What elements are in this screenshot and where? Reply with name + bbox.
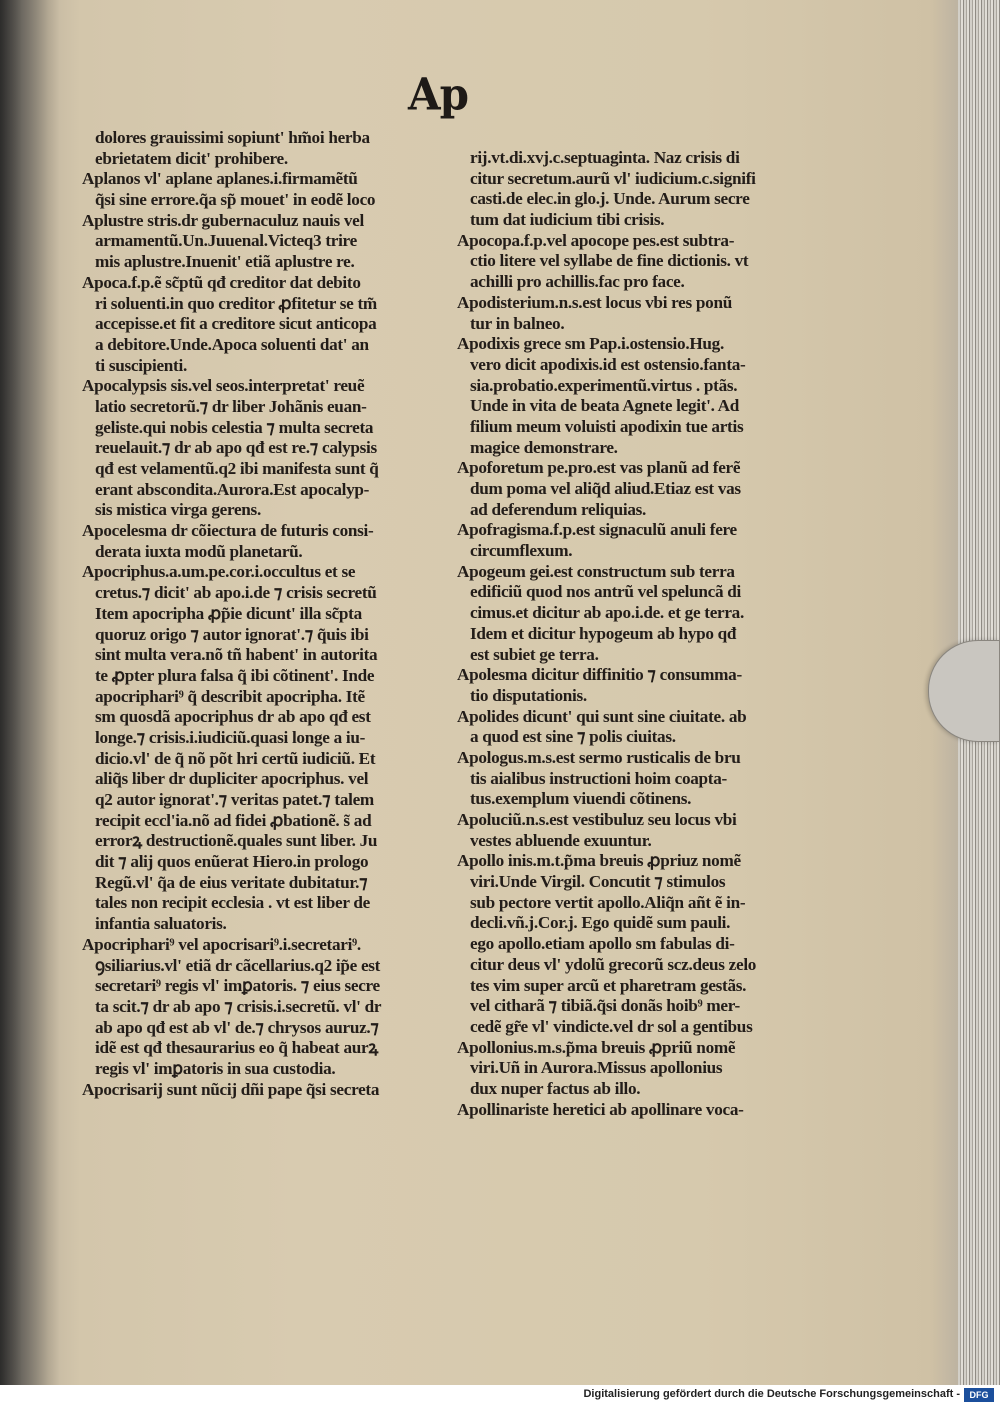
entry-line: Apodixis grece sm Pap.i.ostensio.Hug. — [457, 334, 724, 354]
entry-line: Apofragisma.f.p.est signaculũ anuli fere — [457, 520, 737, 540]
text-line: a debitore.Unde.Apoca soluenti dat' an — [95, 334, 369, 354]
text-line: armamentũ.Un.Juuenal.Victeq3 trire — [95, 231, 357, 251]
text-line: tus.exemplum viuendi cõtinens. — [470, 789, 692, 809]
text-line: apocriphari⁹ q̃ describit apocripha. Itẽ — [95, 686, 365, 706]
text-line: casti.de elec.in glo.j. Unde. Aurum secre — [470, 189, 750, 209]
text-line: quoruz origo ⁊ autor ignorat'.⁊ q̃uis ibi — [95, 624, 369, 644]
text-line: secretari⁹ regis vl' imꝑatoris. ⁊ eius secre — [95, 976, 380, 996]
text-line: viri.Uñ in Aurora.Missus apollonius — [470, 1058, 723, 1078]
entry-line: Apocriphari⁹ vel apocrisari⁹.i.secretari⁹. — [82, 934, 361, 954]
running-head: Ap — [408, 68, 468, 121]
text-line: citur deus vl' ydolũ grecorũ scz.deus zelo — [470, 954, 757, 974]
text-line: q̃si sine errore.q̃a sp̃ mouet' in eodẽ loco — [95, 190, 376, 210]
text-line: longe.⁊ crisis.i.iudiciũ.quasi longe a iu- — [95, 727, 366, 747]
text-line: Item apocripha ꝓp̃ie dicunt' illa sc̃pta — [95, 603, 362, 623]
text-line: ego apollo.etiam apollo sm fabulas di- — [470, 934, 735, 954]
text-line: filium meum voluisti apodixin tue artis — [470, 416, 744, 436]
text-line: cretus.⁊ dicit' ab apo.i.de ⁊ crisis secretũ — [95, 583, 377, 603]
entry-line: Apoca.f.p.ẽ sc̃ptũ qđ creditor dat debito — [82, 272, 361, 292]
entry-line: Apodisterium.n.s.est locus vbi res ponũ — [457, 292, 732, 312]
text-line: ri soluenti.in quo creditor ꝓfitetur se tm̃ — [95, 293, 377, 313]
text-line: cedẽ gr̃e vl' vindicte.vel dr sol a gentibus — [470, 1016, 753, 1036]
text-line: ab apo qđ est ab vl' de.⁊ chrysos auruz.⁊ — [95, 1017, 379, 1037]
entry-line: Aplustre stris.dr gubernaculuz nauis vel — [82, 210, 364, 230]
text-line: viri.Unde Virgil. Concutit ⁊ stimulos — [470, 872, 726, 892]
text-line: dit ⁊ alij quos enũerat Hiero.in prologo — [95, 852, 369, 872]
text-line: aliq̃s liber dr dupliciter apocriphus. vel — [95, 769, 369, 789]
text-line: ta scit.⁊ dr ab apo ⁊ crisis.i.secretũ. vl' dr — [95, 996, 382, 1016]
text-line: te ꝓpter plura falsa q̃ ibi cõtinent'. Inde — [95, 665, 375, 685]
entry-line: Apoforetum pe.pro.est vas planũ ad ferẽ — [457, 458, 741, 478]
text-line: tes vim super arcũ et pharetram gestãs. — [470, 975, 747, 995]
text-line: citur secretum.aurũ vl' iudicium.c.signifi — [470, 168, 756, 188]
text-line: erant abscondita.Aurora.Est apocalyp- — [95, 479, 370, 499]
text-line: sub pectore vertit apollo.Aliq̃n añt ẽ in- — [470, 892, 746, 912]
text-line: accepisse.et fit a creditore sicut anticopa — [95, 314, 377, 334]
text-line: latio secretorũ.⁊ dr liber Johãnis euan- — [95, 396, 367, 416]
text-line: dum poma vel aliq̃d aliud.Etiaz est vas — [470, 479, 741, 498]
text-line: tis aialibus instructioni hoim coapta- — [470, 768, 727, 788]
text-line: dolores grauissimi sopiunt' hm̃oi herba — [95, 128, 370, 147]
text-line: vestes abluende exuuntur. — [470, 830, 652, 850]
text-line: ti suscipienti. — [95, 355, 187, 375]
text-line: dicio.vl' de q̃ nõ põt hri certũ iudiciũ. Et — [95, 748, 376, 768]
text-line: Regũ.vl' q̃a de eius veritate dubitatur.⁊ — [95, 872, 368, 892]
text-line: Unde in vita de beata Agnete legit'. Ad — [470, 396, 740, 416]
text-line: infantia saluatoris. — [95, 914, 227, 934]
entry-line: Apollinariste heretici ab apollinare voca- — [457, 1099, 744, 1119]
text-line: decli.vñ.j.Cor.j. Ego quidẽ sum pauli. — [470, 913, 731, 933]
text-line: dux nuper factus ab illo. — [470, 1078, 641, 1098]
entry-line: Apologus.m.s.est sermo rusticalis de bru — [457, 747, 741, 767]
text-line: sm quosdã apocriphus dr ab apo qđ est — [95, 707, 371, 727]
entry-line: Apocrisarij sunt nũcij dñi pape q̃si secreta — [82, 1079, 380, 1099]
text-line: sis mistica virga gerens. — [95, 500, 261, 520]
book-clip — [928, 640, 1000, 742]
entry-line: Apocriphus.a.um.pe.cor.i.occultus et se — [82, 562, 356, 582]
text-line: q2 autor ignorat'.⁊ veritas patet.⁊ talem — [95, 790, 374, 809]
text-line: circumflexum. — [470, 541, 573, 561]
text-line: errorꝝ destructionẽ.quales sunt liber. Ju — [95, 831, 378, 851]
text-line: recipit eccl'ia.nõ ad fidei ꝓbationẽ. s̃ ad — [95, 810, 372, 830]
entry-line: Apocalypsis sis.vel seos.interpretat' reuẽ — [82, 376, 365, 396]
entry-line: Apoluciũ.n.s.est vestibuluz seu locus vbi — [457, 810, 737, 829]
entry-line: Apolesma dicitur diffinitio ⁊ consumma- — [457, 665, 742, 685]
text-line: ad deferendum reliquias. — [470, 499, 646, 519]
text-line: a quod est sine ⁊ polis ciuitas. — [470, 727, 676, 747]
text-line: edificiũ quod nos antrũ vel speluncã di — [470, 582, 742, 602]
text-line: achilli pro achillis.fac pro face. — [470, 272, 685, 292]
text-line: mis aplustre.Inuenit' etiã aplustre re. — [95, 252, 355, 272]
footer-credit: Digitalisierung gefördert durch die Deutsche Forschungsgemeinschaft - — [583, 1388, 960, 1400]
text-line: sint multa vera.nõ tñ habent' in autorita — [95, 645, 378, 665]
text-line: tales non recipit ecclesia . vt est liber de — [95, 893, 370, 913]
text-line: est subiet ge terra. — [470, 644, 599, 664]
text-line: qđ est velamentũ.q2 ibi manifesta sunt q̃ — [95, 459, 379, 478]
footer — [0, 1385, 1000, 1405]
right-column — [457, 148, 830, 1120]
text-line: regis vl' imꝑatoris in sua custodia. — [95, 1058, 336, 1078]
gutter-shadow — [0, 0, 60, 1385]
text-line: Idem et dicitur hypogeum ab hypo qđ — [470, 623, 737, 643]
text-line: tur in balneo. — [470, 313, 565, 333]
text-line: rij.vt.di.xvj.c.septuaginta. Naz crisis di — [470, 148, 740, 167]
text-line: ꝯsiliarius.vl' etiã dr cãcellarius.q2 ip̃e est — [95, 955, 381, 975]
entry-line: Apollo inis.m.t.p̃ma breuis ꝓpriuz nomẽ — [457, 851, 741, 871]
entry-line: Aplanos vl' aplane aplanes.i.firmamẽtũ — [82, 169, 358, 189]
text-line: idẽ est qđ thesaurarius eo q̃ habeat aurꝝ — [95, 1038, 378, 1058]
text-line: vel citharã ⁊ tibiã.q̃si donãs hoib⁹ mer- — [470, 996, 740, 1016]
text-line: magice demonstrare. — [470, 437, 618, 457]
text-line: tio disputationis. — [470, 685, 587, 705]
left-column — [82, 128, 455, 1100]
dfg-logo: DFG — [964, 1388, 994, 1402]
text-line: reuelauit.⁊ dr ab apo qđ est re.⁊ calypsis — [95, 438, 377, 458]
entry-line: Apocelesma dr cõiectura de futuris consi- — [82, 521, 374, 541]
entry-line: Apogeum gei.est constructum sub terra — [457, 561, 735, 581]
text-line: geliste.qui nobis celestia ⁊ multa secreta — [95, 417, 374, 437]
entry-line: Apollonius.m.s.p̃ma breuis ꝓpriũ nomẽ — [457, 1037, 736, 1057]
text-line: sia.probatio.experimentũ.virtus . ptãs. — [470, 375, 738, 395]
text-line: tum dat iudicium tibi crisis. — [470, 210, 665, 230]
text-line: ctio litere vel syllabe de fine dictionis. vt — [470, 251, 749, 271]
text-line: derata iuxta modũ planetarũ. — [95, 541, 303, 561]
entry-line: Apolides dicunt' qui sunt sine ciuitate. ab — [457, 706, 747, 726]
text-line: vero dicit apodixis.id est ostensio.fanta- — [470, 354, 746, 374]
text-line: ebrietatem dicit' prohibere. — [95, 148, 288, 168]
entry-line: Apocopa.f.p.vel apocope pes.est subtra- — [457, 230, 735, 250]
text-line: cimus.et dicitur ab apo.i.de. et ge terra. — [470, 603, 744, 623]
